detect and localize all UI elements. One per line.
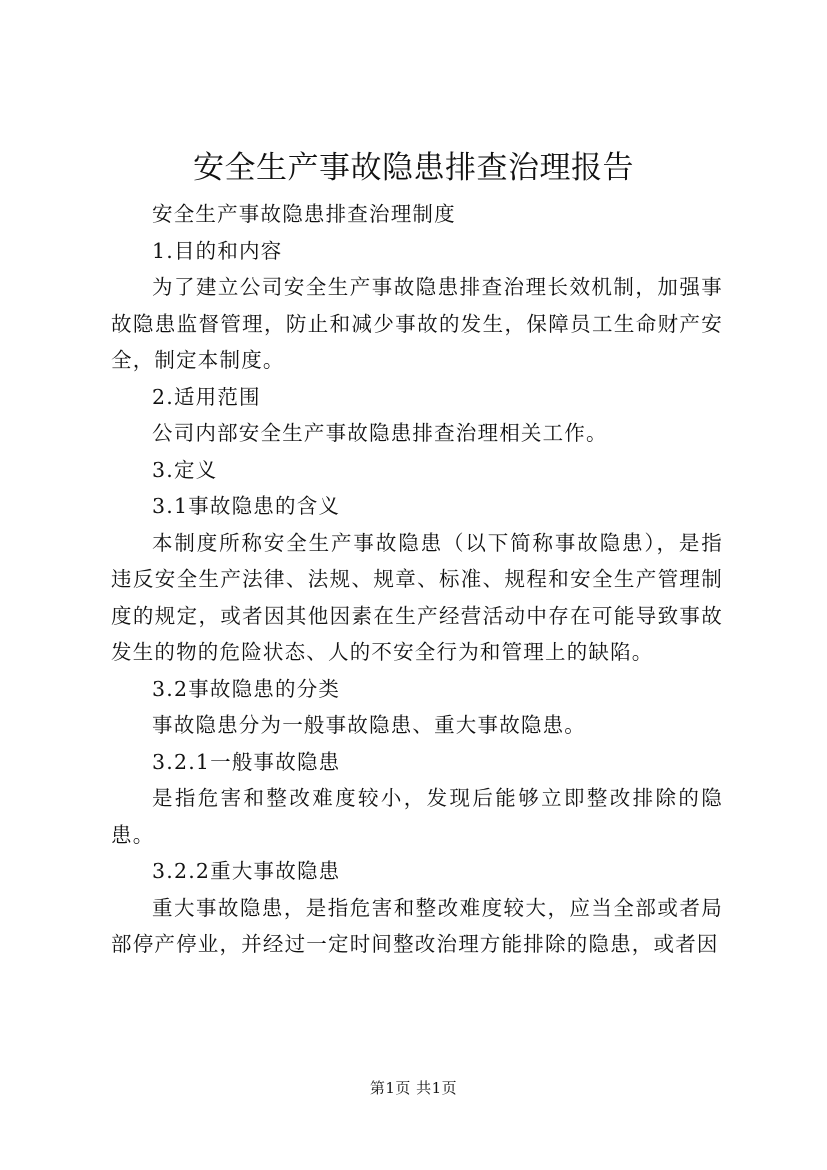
subsection-heading: 3.2.2重大事故隐患 xyxy=(152,859,341,883)
paragraph: 公司内部安全生产事故隐患排查治理相关工作。 xyxy=(152,421,608,445)
document-body xyxy=(111,196,723,963)
paragraph-heading: 安全生产事故隐患排查治理制度 xyxy=(152,202,456,226)
section-heading: 3.定义 xyxy=(152,457,218,482)
subsection-heading: 3.2.1一般事故隐患 xyxy=(152,749,341,774)
document-title: 安全生产事故隐患排查治理报告 xyxy=(193,150,634,186)
subsection-heading: 3.1事故隐患的含义 xyxy=(152,494,341,518)
paragraph: 为了建立公司安全生产事故隐患排查治理长效机制，加强事故隐患监督管理，防止和减少事故的发生，保障员工生命财产安全，制定本制度。 xyxy=(111,275,723,372)
paragraph: 是指危害和整改难度较小，发现后能够立即整改排除的隐患。 xyxy=(111,786,723,847)
paragraph: 重大事故隐患，是指危害和整改难度较大，应当全部或者局部停产停业，并经过一定时间整改治理方能排除的隐患，或者因 xyxy=(111,895,723,956)
paragraph: 事故隐患分为一般事故隐患、重大事故隐患。 xyxy=(152,713,586,737)
page-footer: 第1页 共1页 xyxy=(369,1079,458,1097)
paragraph: 本制度所称安全生产事故隐患（以下简称事故隐患），是指违反安全生产法律、法规、规章、标准、规程和安全生产管理制度的规定，或者因其他因素在生产经营活动中存在可能导致事故发生的物的危险状态、人的不安全行为和管理上的缺陷。 xyxy=(111,530,723,664)
subsection-heading: 3.2事故隐患的分类 xyxy=(152,676,341,701)
section-heading: 1.目的和内容 xyxy=(152,238,283,263)
section-heading: 2.适用范围 xyxy=(152,384,261,409)
